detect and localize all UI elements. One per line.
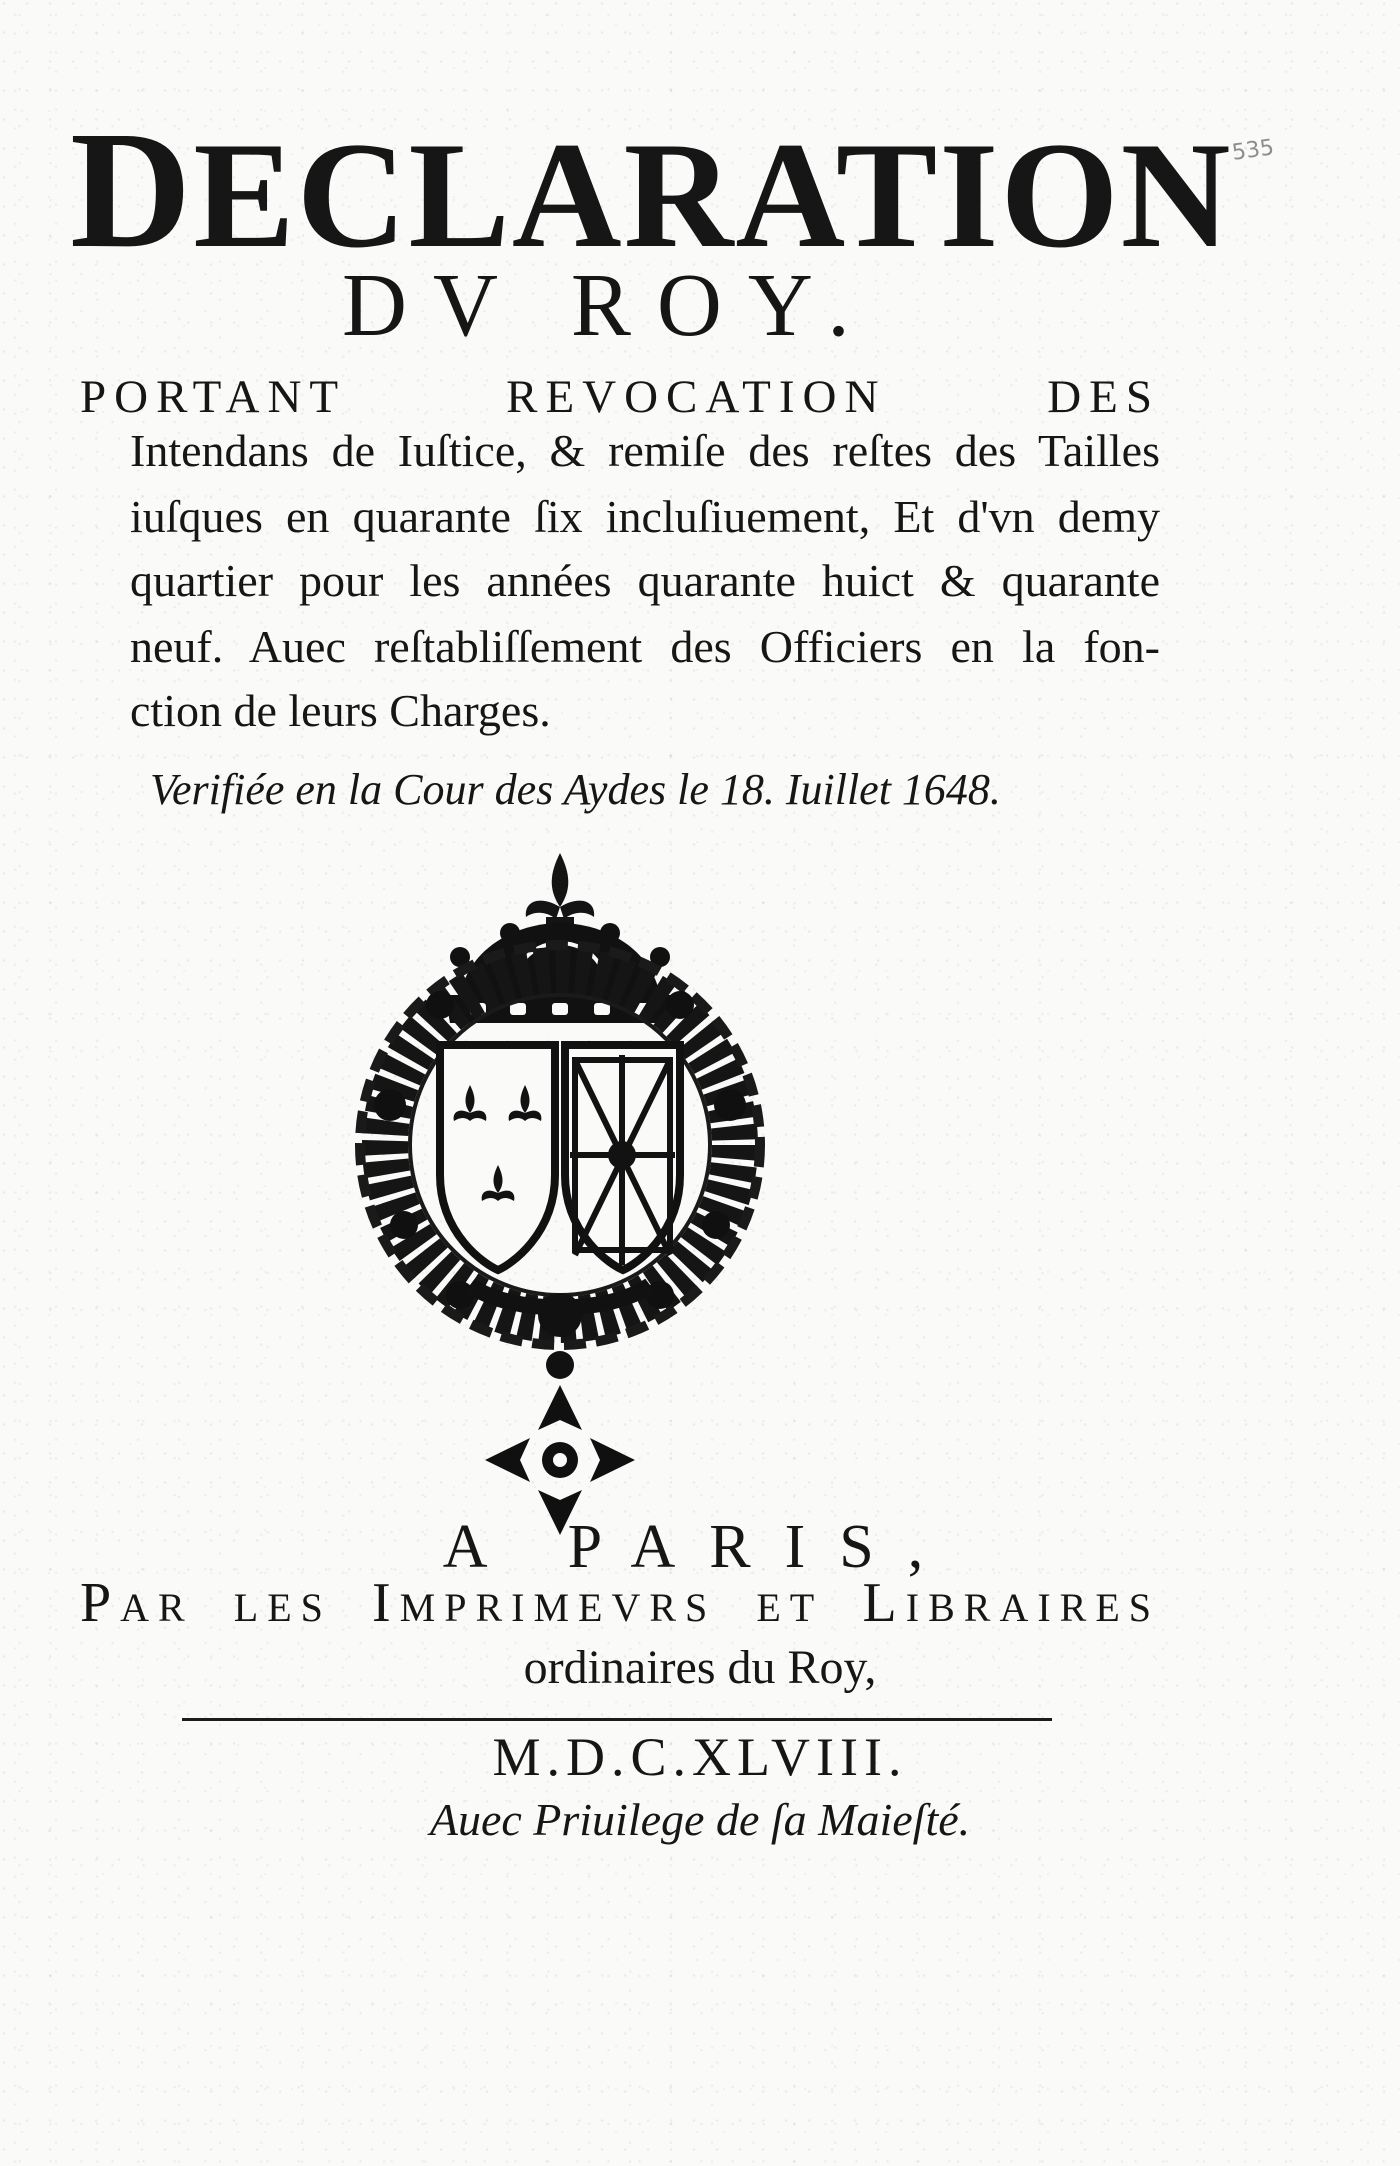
document-title [70, 97, 1233, 283]
imprint-place: A PARIS, [442, 1513, 958, 1581]
royal-arms-emblem [320, 845, 800, 1545]
imprint-printer-line-2: ordinaires du Roy, [523, 1641, 877, 1694]
printer-initial-p: P [80, 1572, 121, 1634]
portant-heading: PORTANT REVOCATION DES [80, 371, 1160, 423]
verification-line: Verifiée en la Cour des Aydes le 18. Iuillet 1648. [150, 765, 1001, 814]
body-line-1: Intendans de Iuſtice, & remiſe des reſtes des Tailles [130, 425, 1160, 476]
imprint-printer [80, 1572, 1161, 1636]
printer-word-1 [80, 1572, 194, 1634]
body-line-3: quartier pour les années quarante huict & quarante [130, 555, 1160, 606]
body-line-5: ction de leurs Charges. [130, 685, 551, 736]
printer-word-4 [756, 1585, 822, 1630]
body-line-4: neuf. Auec reſtabliſſement des Officiers en la fon- [130, 621, 1160, 672]
privilege-line: Auec Priuilege de ſa Maieſté. [429, 1794, 971, 1845]
margin-note: 535 [1230, 135, 1276, 166]
printer-word-4-text: ET [756, 1585, 823, 1630]
printer-word-2-text: LES [233, 1585, 332, 1630]
body-line-2: iuſques en quarante ſix incluſiuement, Et d'vn demy [130, 491, 1160, 542]
printer-word-3 [371, 1572, 717, 1634]
title-rest: ECLARATION [193, 111, 1233, 279]
title-initial: D [70, 97, 194, 283]
printer-word-3-rest: MPRIMEVRS [399, 1585, 717, 1630]
printer-initial-i: I [371, 1572, 400, 1634]
imprint-year: M.D.C.XLVIII. [492, 1727, 908, 1787]
printer-word-5 [862, 1572, 1161, 1634]
printer-word-1-rest: AR [120, 1585, 194, 1630]
printer-word-2 [234, 1585, 332, 1630]
imprint-divider [182, 1718, 1052, 1721]
document-subtitle: DV ROY. [342, 256, 876, 355]
printer-word-5-rest: IBRAIRES [905, 1585, 1161, 1630]
printer-initial-l: L [862, 1572, 906, 1634]
